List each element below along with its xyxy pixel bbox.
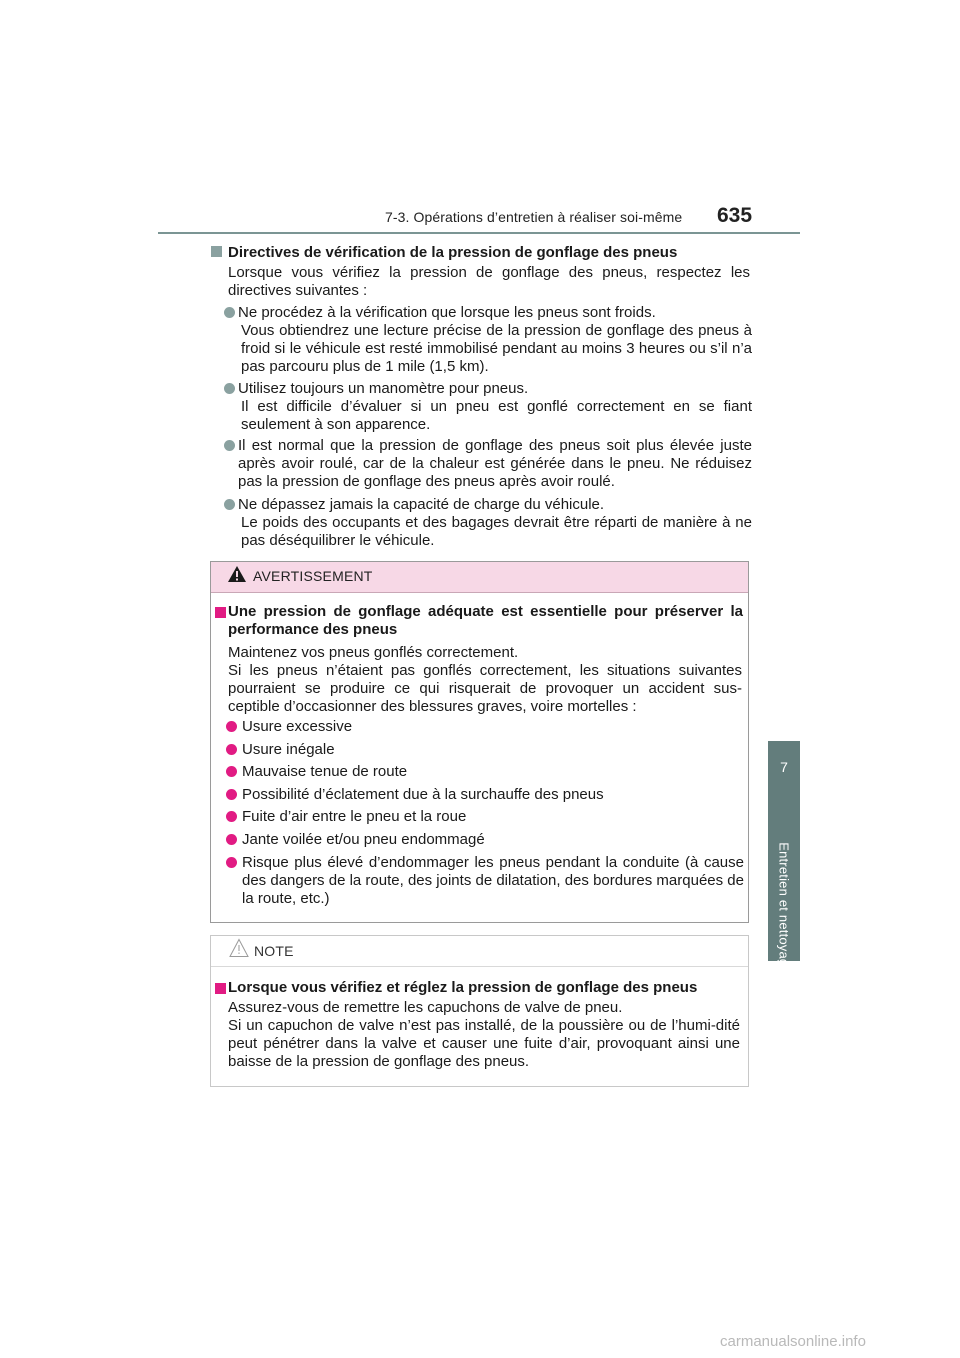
round-bullet-icon (224, 499, 235, 510)
list-item-title: Utilisez toujours un manomètre pour pneus. (238, 380, 529, 397)
warning-list-item-text: Risque plus élevé d’endommager les pneus pendant la conduite (à cause des dangers de la route, des joints de dilatation, des bordures marquées de la route, etc.) (242, 854, 744, 907)
warning-body (228, 644, 742, 716)
round-bullet-icon (226, 766, 237, 777)
round-bullet-icon (226, 857, 237, 868)
warning-list-item-text: Mauvaise tenue de route (242, 763, 408, 780)
note-subtitle-text: Lorsque vous vérifiez et réglez la pression de gonflage des pneus (228, 979, 698, 996)
warning-list-item (226, 763, 744, 781)
warning-body-line: Maintenez vos pneus gonflés correctement. (228, 644, 519, 661)
square-bullet-icon (215, 607, 226, 618)
chapter-tab-label: Entretien et nettoyage (776, 842, 792, 974)
warning-triangle-icon (227, 565, 247, 583)
note-body-line: Assurez-vous de remettre les capuchons de valve de pneu. (228, 999, 623, 1016)
section-title-text: Directives de vérification de la pression de gonflage des pneus (228, 244, 678, 261)
section-title (211, 244, 677, 261)
warning-subtitle (215, 603, 743, 639)
warning-list-item (226, 808, 744, 826)
round-bullet-icon (226, 789, 237, 800)
round-bullet-icon (224, 440, 235, 451)
list-item-text: Le poids des occupants et des bagages devrait être réparti de manière à ne pas déséquilibrer le véhicule. (241, 514, 752, 549)
square-bullet-icon (215, 983, 226, 994)
header-divider (158, 232, 800, 234)
warning-list-item (226, 831, 744, 849)
section-header: 7-3. Opérations d’entretien à réaliser soi-même (385, 209, 683, 225)
note-label: NOTE (254, 943, 294, 959)
warning-body-line: Si les pneus n’étaient pas gonflés correctement, les situations suivantes pourraient se produire ce qui risquerait de provoquer un accident sus-ceptible d’occasionner des blessures graves, voire mortelles : (228, 662, 742, 715)
watermark: carmanualsonline.info (720, 1333, 866, 1350)
round-bullet-icon (226, 811, 237, 822)
chapter-tab-number: 7 (780, 759, 788, 775)
round-bullet-icon (226, 834, 237, 845)
list-item-title: Ne dépassez jamais la capacité de charge du véhicule. (238, 496, 605, 513)
note-header-divider (211, 966, 748, 967)
list-item-title: Il est normal que la pression de gonflage des pneus soit plus élevée juste après avoir roulé, car de la chaleur est générée dans le pneu. Ne réduisez pas la pression de gonflage des pneus après avoir roulé. (238, 437, 752, 490)
round-bullet-icon (224, 383, 235, 394)
round-bullet-icon (224, 307, 235, 318)
warning-list-item (226, 854, 744, 908)
list-item (224, 496, 752, 550)
page-number: 635 (717, 204, 753, 227)
warning-list-item-text: Fuite d’air entre le pneu et la roue (242, 808, 467, 825)
note-subtitle (215, 979, 743, 997)
warning-list-item-text: Usure excessive (242, 718, 353, 735)
warning-list-item-text: Possibilité d’éclatement due à la surchauffe des pneus (242, 786, 604, 803)
square-bullet-icon (211, 246, 222, 257)
note-body-line: Si un capuchon de valve n’est pas installé, de la poussière ou de l’humi-dité peut pénétrer dans la valve et causer une fuite d’air, provoquant ainsi une baisse de la pression de gonflage des pneus. (228, 1017, 740, 1070)
round-bullet-icon (226, 744, 237, 755)
list-item (224, 304, 752, 376)
warning-subtitle-text: Une pression de gonflage adéquate est essentielle pour préserver la performance des pneus (228, 603, 743, 638)
round-bullet-icon (226, 721, 237, 732)
section-intro: Lorsque vous vérifiez la pression de gonflage des pneus, respectez les directives suivantes : (228, 264, 750, 299)
list-item-text: Il est difficile d’évaluer si un pneu est gonflé correctement en se fiant seulement à son apparence. (241, 398, 752, 433)
list-item-title: Ne procédez à la vérification que lorsque les pneus sont froids. (238, 304, 656, 321)
warning-list-item-text: Usure inégale (242, 741, 335, 758)
caution-triangle-outline-icon (229, 938, 249, 958)
note-body (228, 999, 740, 1071)
warning-list-item-text: Jante voilée et/ou pneu endommagé (242, 831, 485, 848)
warning-list-item (226, 718, 744, 736)
list-item (224, 380, 752, 434)
list-item-text: Vous obtiendrez une lecture précise de la pression de gonflage des pneus à froid si le véhicule est resté immobilisé pendant au moins 3 heures ou s’il n’a pas parcouru plus de 1 mile (1,5 km). (241, 322, 752, 375)
warning-label: AVERTISSEMENT (253, 568, 373, 584)
list-item (224, 437, 752, 491)
warning-list-item (226, 741, 744, 759)
warning-list-item (226, 786, 744, 804)
